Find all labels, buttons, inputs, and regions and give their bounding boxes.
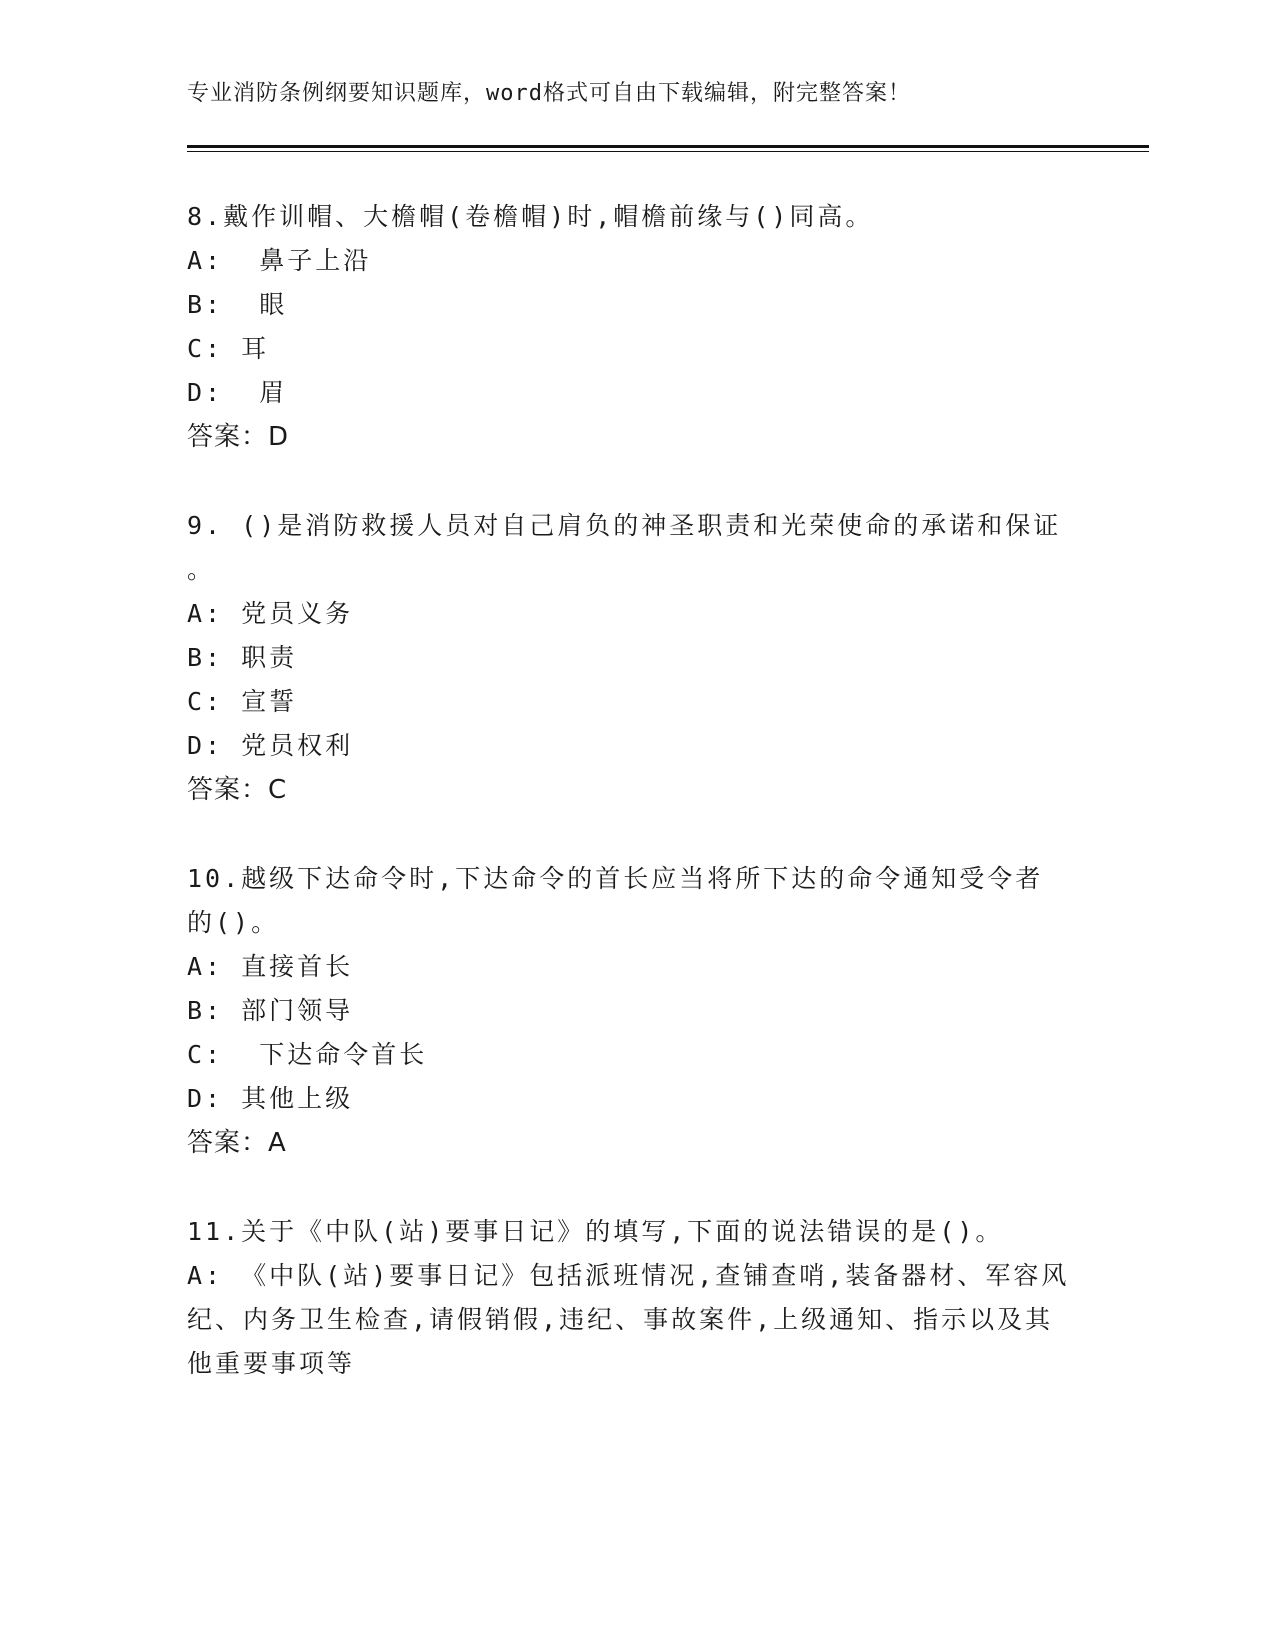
question-8-option-b: B: 眼 — [187, 290, 288, 319]
header-rule-thick — [187, 145, 1149, 148]
question-10-stem-line-1: 10.越级下达命令时,下达命令的首长应当将所下达的命令通知受令者 — [187, 864, 1044, 893]
question-8-option-a: A: 鼻子上沿 — [187, 246, 372, 275]
question-10-option-d: D: 其他上级 — [187, 1084, 354, 1113]
question-9-stem-line-2: 。 — [187, 555, 216, 584]
question-8-option-c: C: 耳 — [187, 334, 270, 363]
question-9-option-b: B: 职责 — [187, 643, 298, 672]
header-rule-thin — [187, 151, 1149, 152]
question-10-option-a: A: 直接首长 — [187, 952, 354, 981]
question-11-option-a-line-1: A: 《中队(站)要事日记》包括派班情况,查铺查哨,装备器材、军容风 — [187, 1261, 1070, 1290]
question-9-option-d: D: 党员权利 — [187, 731, 354, 760]
question-11-option-a-line-3: 他重要事项等 — [187, 1349, 356, 1378]
question-9-answer: 答案：C — [187, 775, 288, 805]
question-9-option-c: C: 宣誓 — [187, 687, 298, 716]
question-10-option-c: C: 下达命令首长 — [187, 1040, 428, 1069]
question-9-option-a: A: 党员义务 — [187, 599, 354, 628]
question-11-stem: 11.关于《中队(站)要事日记》的填写,下面的说法错误的是()。 — [187, 1217, 1004, 1246]
question-11-option-a-line-2: 纪、内务卫生检查,请假销假,违纪、事故案件,上级通知、指示以及其 — [187, 1305, 1054, 1334]
question-8-option-d: D: 眉 — [187, 378, 288, 407]
question-8-stem: 8.戴作训帽、大檐帽(卷檐帽)时,帽檐前缘与()同高。 — [187, 202, 874, 231]
question-8-answer: 答案：D — [187, 422, 290, 452]
question-9-stem-line-1: 9. ()是消防救援人员对自己肩负的神圣职责和光荣使命的承诺和保证 — [187, 511, 1062, 540]
question-10-option-b: B: 部门领导 — [187, 996, 354, 1025]
question-10-stem-line-2: 的()。 — [187, 908, 280, 937]
page-header: 专业消防条例纲要知识题库，word格式可自由下载编辑，附完整答案！ — [187, 81, 911, 106]
question-10-answer: 答案：A — [187, 1128, 287, 1158]
